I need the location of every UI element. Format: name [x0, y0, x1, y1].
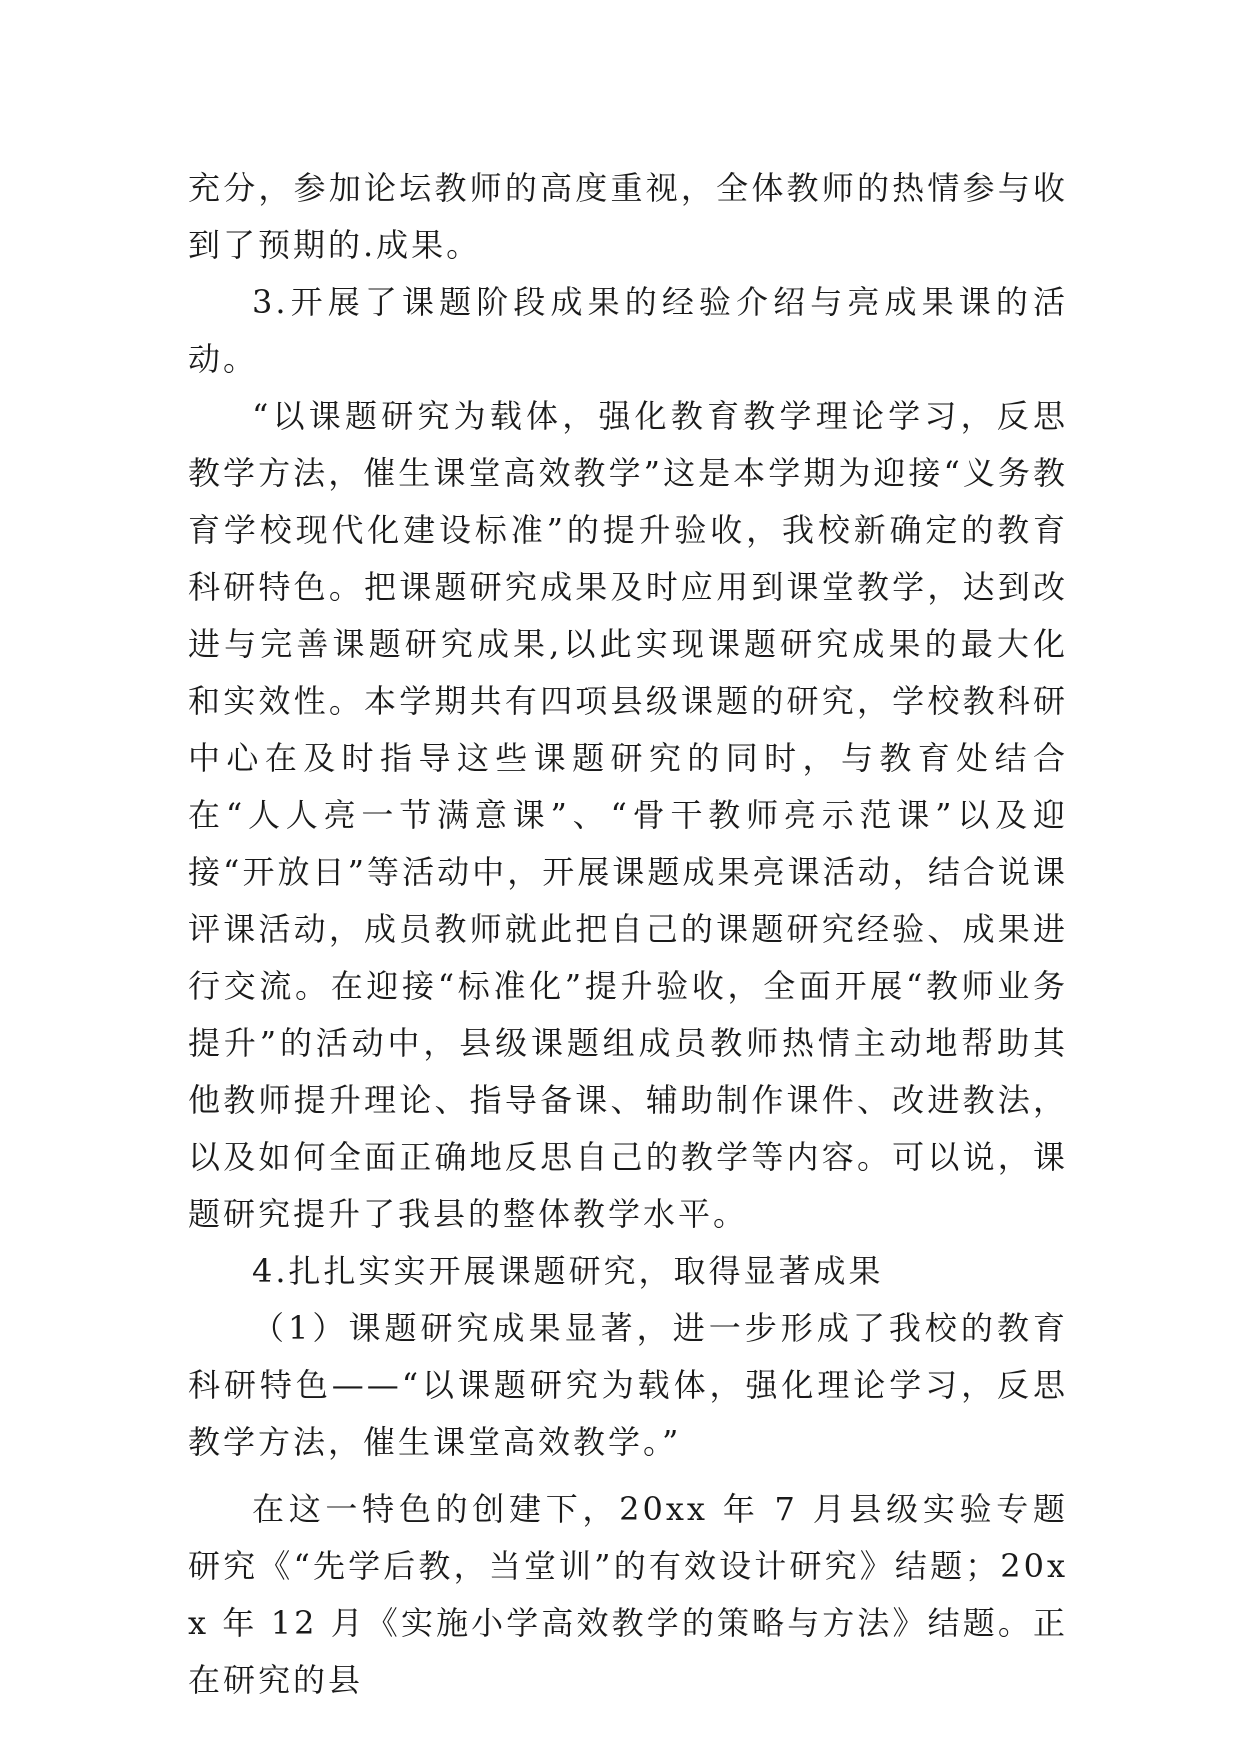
document-body	[188, 160, 1068, 1709]
paragraph-5: （1）课题研究成果显著，进一步形成了我校的教育科研特色——“以课题研究为载体，强化理论学习，反思教学方法，催生课堂高效教学。”	[188, 1309, 1068, 1461]
paragraph-1: 充分，参加论坛教师的高度重视，全体教师的热情参与收到了预期的.成果。	[188, 169, 1068, 264]
paragraph-2: 3.开展了课题阶段成果的经验介绍与亮成果课的活动。	[188, 283, 1068, 378]
paragraph-6: 在这一特色的创建下，20xx 年 7 月县级实验专题研究《“先学后教，当堂训”的有效设计研究》结题；20xx 年 12 月《实施小学高效教学的策略与方法》结题。正在研究的县	[188, 1490, 1068, 1699]
paragraph-4: 4.扎扎实实开展课题研究，取得显著成果	[252, 1252, 884, 1290]
paragraph-3: “以课题研究为载体，强化教育教学理论学习，反思教学方法，催生课堂高效教学”这是本学期为迎接“义务教育学校现代化建设标准”的提升验收，我校新确定的教育科研特色。把课题研究成果及时应用到课堂教学，达到改进与完善课题研究成果,以此实现课题研究成果的最大化和实效性。本学期共有四项县级课题的研究，学校教科研中心在及时指导这些课题研究的同时，与教育处结合在“人人亮一节满意课”、“骨干教师亮示范课”以及迎接“开放日”等活动中，开展课题成果亮课活动，结合说课评课活动，成员教师就此把自己的课题研究经验、成果进行交流。在迎接“标准化”提升验收，全面开展“教师业务提升”的活动中，县级课题组成员教师热情主动地帮助其他教师提升理论、指导备课、辅助制作课件、改进教法，以及如何全面正确地反思自己的教学等内容。可以说，课题研究提升了我县的整体教学水平。	[188, 397, 1068, 1233]
